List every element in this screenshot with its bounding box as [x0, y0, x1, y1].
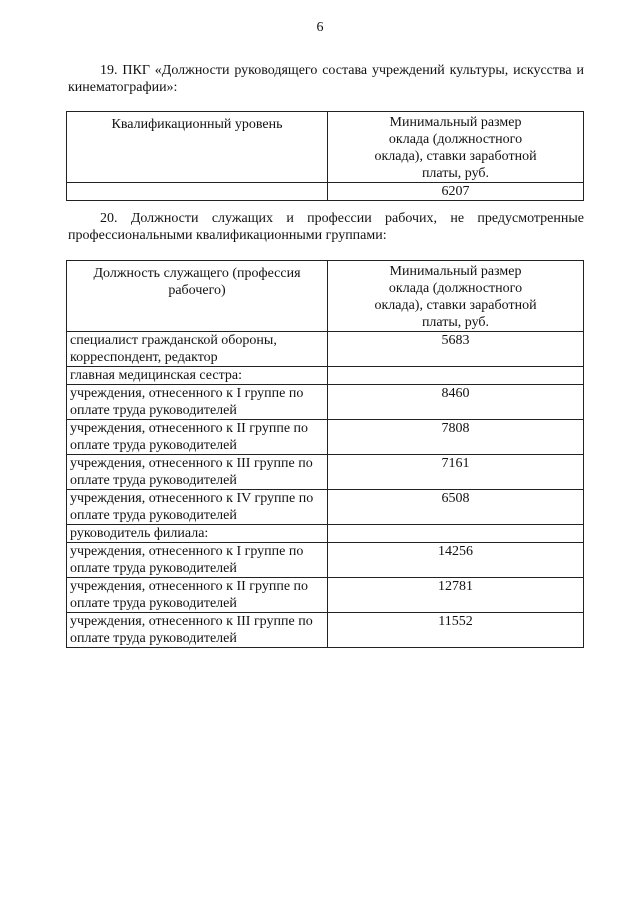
cell-position: учреждения, отнесенного к II группе по оплате труда руководителей	[67, 420, 328, 455]
cell-position: учреждения, отнесенного к IV группе по оплате труда руководителей	[67, 490, 328, 525]
table-section-20	[66, 260, 584, 648]
cell-position: учреждения, отнесенного к III группе по оплате труда руководителей	[67, 613, 328, 648]
table-row	[67, 183, 584, 201]
header-qualification-level: Квалификационный уровень	[67, 112, 328, 183]
table-row	[67, 420, 584, 455]
cell-salary: 11552	[328, 613, 584, 648]
table-section-19	[66, 111, 584, 201]
cell-position: руководитель филиала:	[67, 525, 328, 543]
cell-salary: 14256	[328, 543, 584, 578]
page-number: 6	[316, 20, 324, 35]
cell-position: учреждения, отнесенного к I группе по оплате труда руководителей	[67, 385, 328, 420]
header-min-salary: Минимальный размер оклада (должностного оклада), ставки заработной платы, руб.	[328, 261, 584, 332]
cell-salary: 7808	[328, 420, 584, 455]
cell-position: учреждения, отнесенного к I группе по оплате труда руководителей	[67, 543, 328, 578]
cell-level	[67, 183, 328, 201]
cell-salary: 5683	[328, 332, 584, 367]
table-header-row	[67, 112, 584, 183]
table-row	[67, 455, 584, 490]
table-header-row	[67, 261, 584, 332]
table-row	[67, 332, 584, 367]
cell-salary	[328, 367, 584, 385]
table-row	[67, 385, 584, 420]
section-19-heading	[68, 62, 584, 96]
cell-salary: 7161	[328, 455, 584, 490]
table-row	[67, 578, 584, 613]
table-row	[67, 490, 584, 525]
header-position: Должность служащего (профессия рабочего)	[67, 261, 328, 332]
cell-salary: 6508	[328, 490, 584, 525]
cell-position: главная медицинская сестра:	[67, 367, 328, 385]
cell-salary: 12781	[328, 578, 584, 613]
table-row	[67, 525, 584, 543]
cell-position: учреждения, отнесенного к III группе по оплате труда руководителей	[67, 455, 328, 490]
cell-salary: 8460	[328, 385, 584, 420]
table-row	[67, 543, 584, 578]
header-min-salary: Минимальный размер оклада (должностного оклада), ставки заработной платы, руб.	[328, 112, 584, 183]
cell-position: специалист гражданской обороны, корреспондент, редактор	[67, 332, 328, 367]
table-row	[67, 367, 584, 385]
cell-position: учреждения, отнесенного к II группе по оплате труда руководителей	[67, 578, 328, 613]
section-20-text: 20. Должности служащих и профессии рабочих, не предусмотренные профессиональными квалификационными группами:	[68, 211, 584, 243]
cell-salary	[328, 525, 584, 543]
cell-salary: 6207	[328, 183, 584, 201]
section-20-heading	[68, 210, 584, 244]
section-19-text: 19. ПКГ «Должности руководящего состава учреждений культуры, искусства и кинематографии»:	[68, 63, 584, 95]
table-row	[67, 613, 584, 648]
